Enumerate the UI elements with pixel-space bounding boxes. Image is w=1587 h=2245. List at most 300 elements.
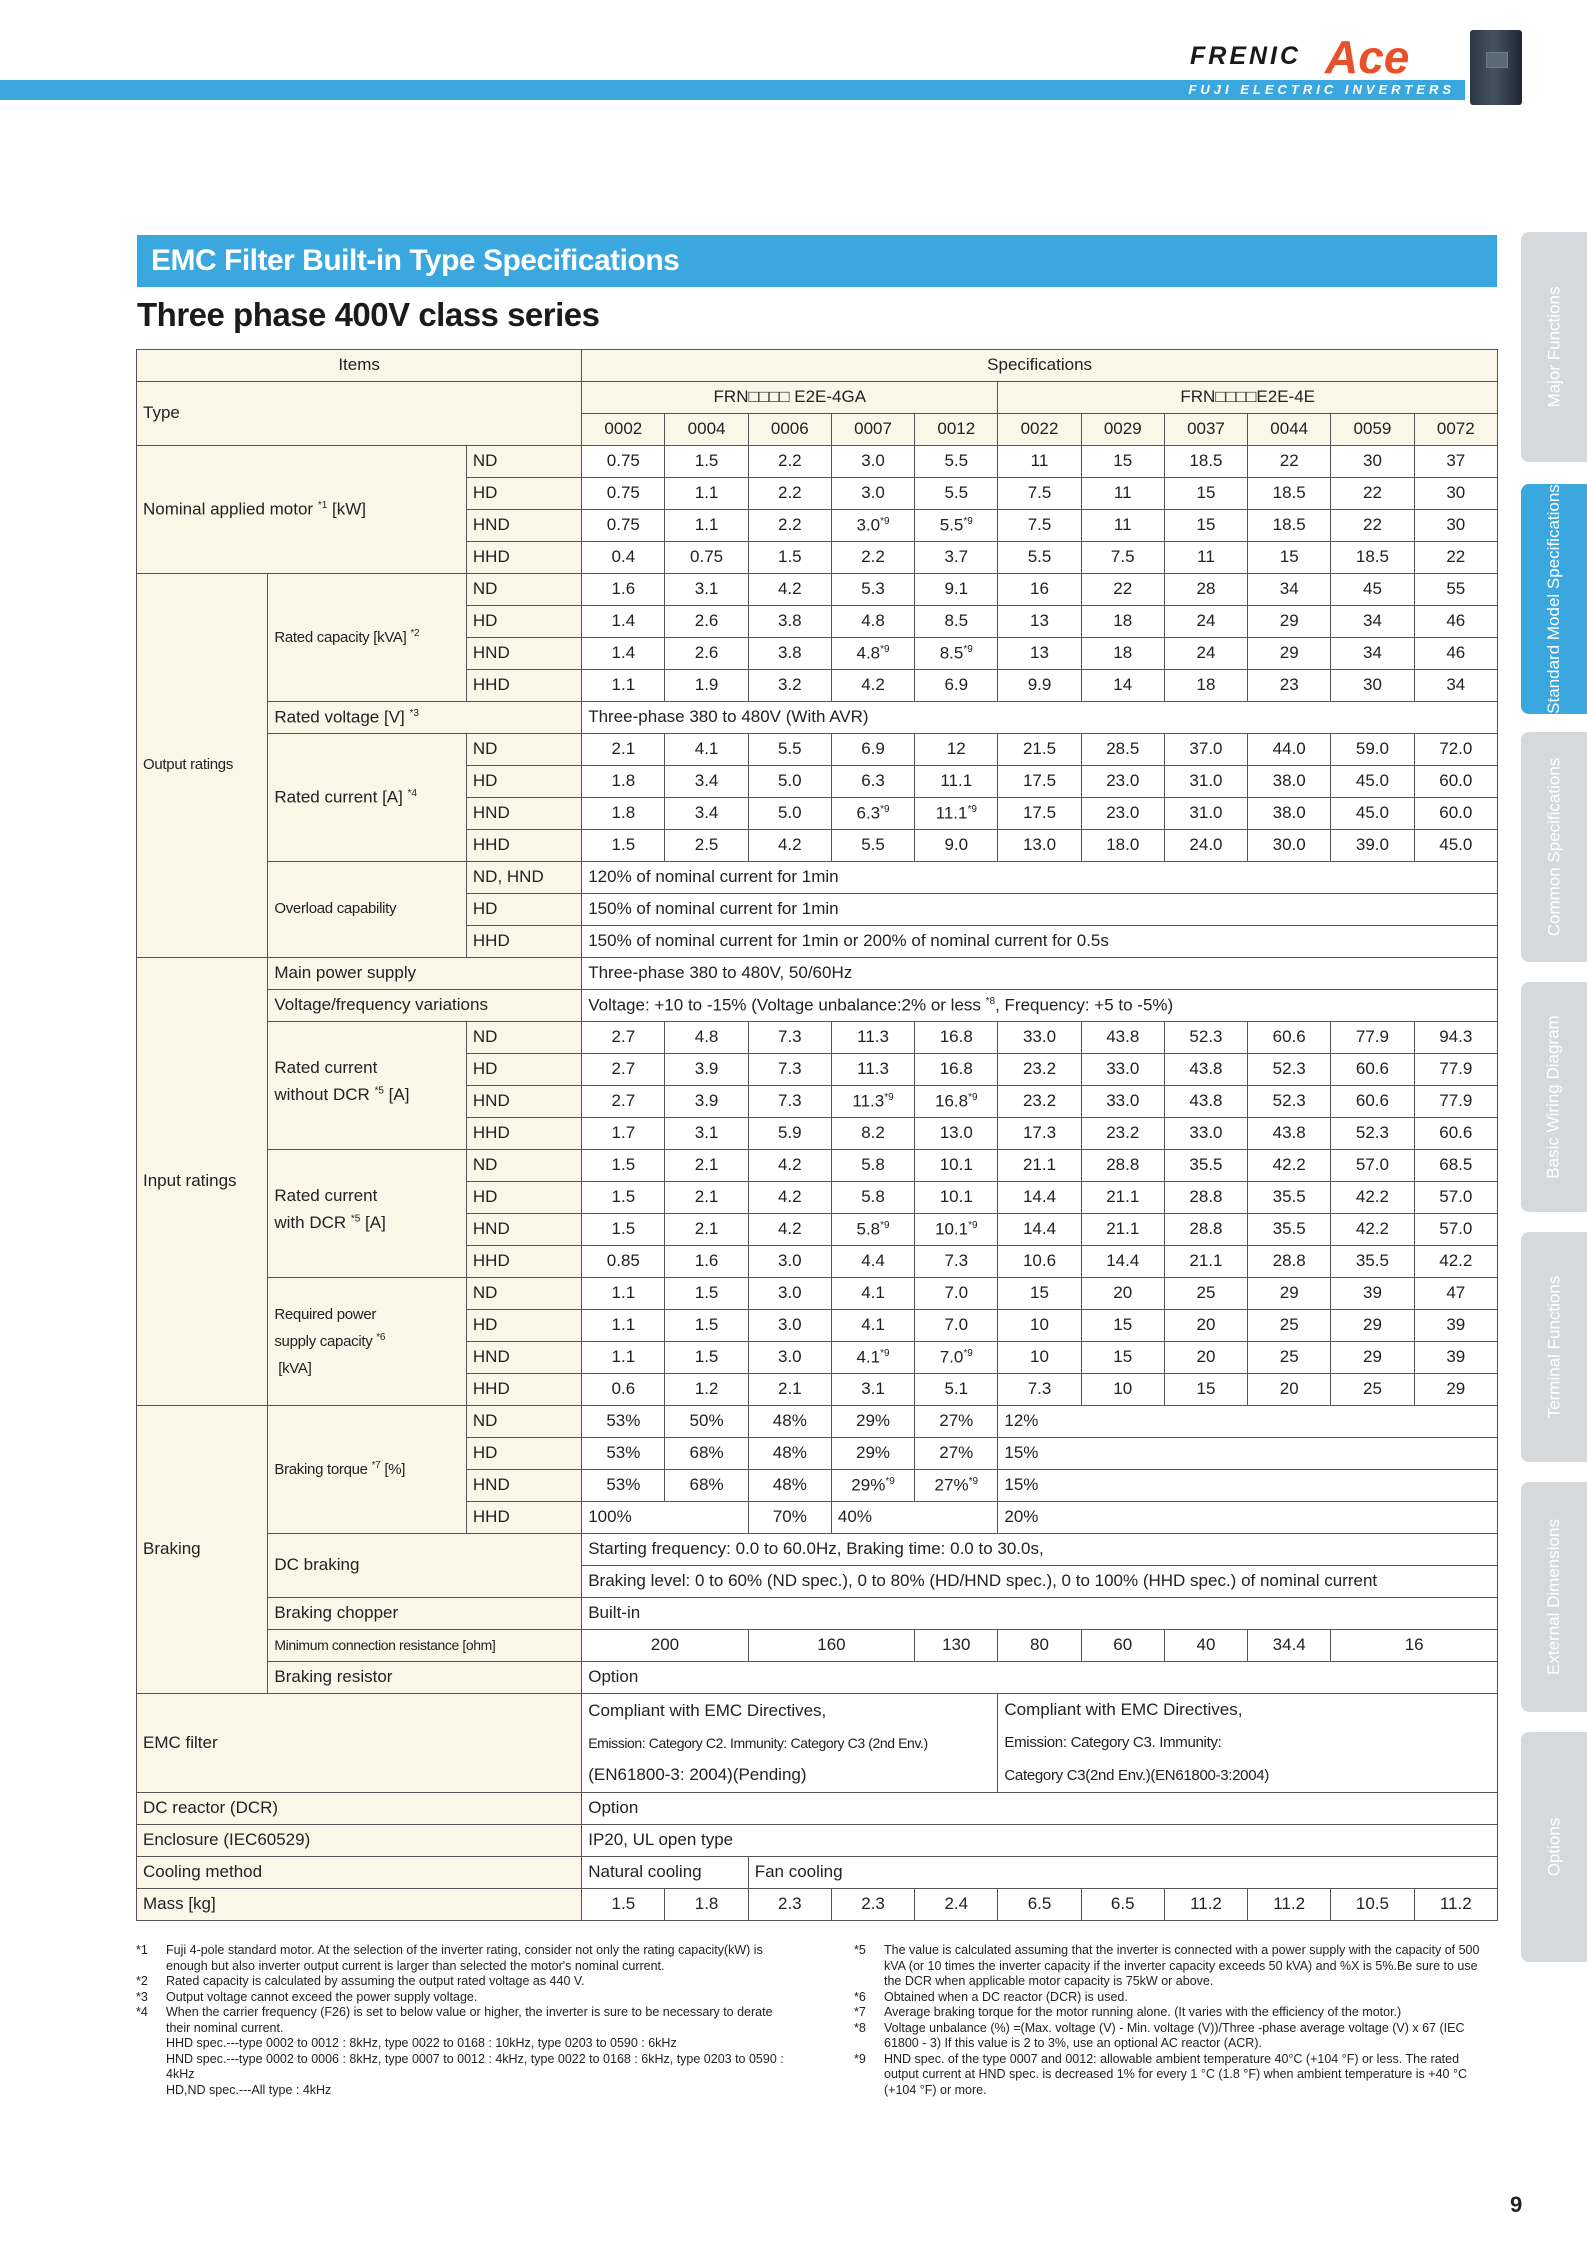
table-cell: 5.5 xyxy=(831,830,914,862)
rated-voltage-label: Rated voltage [V] $^{*3}$ xyxy=(268,702,582,734)
table-cell: 2.2 xyxy=(831,542,914,574)
table-cell: 47 xyxy=(1414,1278,1497,1310)
type-code: 0059 xyxy=(1331,414,1414,446)
mode-cell: ND, HND xyxy=(466,862,581,894)
table-cell: 9.0 xyxy=(915,830,998,862)
table-cell: 28.5 xyxy=(1081,734,1164,766)
mode-cell: HND xyxy=(466,1342,581,1374)
table-row xyxy=(137,1630,1498,1662)
table-cell: 31.0 xyxy=(1164,766,1247,798)
table-cell: 1.2 xyxy=(665,1374,748,1406)
type-code: 0007 xyxy=(831,414,914,446)
type-code: 0029 xyxy=(1081,414,1164,446)
table-cell: 2.7 xyxy=(582,1086,665,1118)
table-cell: 13 xyxy=(998,606,1081,638)
table-cell: 21.5 xyxy=(998,734,1081,766)
table-cell: 3.0 xyxy=(831,478,914,510)
table-cell: 17.3 xyxy=(998,1118,1081,1150)
table-cell: 43.8 xyxy=(1164,1086,1247,1118)
table-cell: 46 xyxy=(1414,606,1497,638)
table-cell: 3.0 xyxy=(831,446,914,478)
table-cell: 14.4 xyxy=(1081,1246,1164,1278)
table-cell: 5.5 xyxy=(915,478,998,510)
cooling-label: Cooling method xyxy=(137,1857,582,1889)
tab-external-dimensions[interactable] xyxy=(1521,1482,1587,1712)
main-power-value: Three-phase 380 to 480V, 50/60Hz xyxy=(582,958,1498,990)
table-cell: 39 xyxy=(1331,1278,1414,1310)
table-cell: 72.0 xyxy=(1414,734,1497,766)
overload-value: 120% of nominal current for 1min xyxy=(582,862,1498,894)
mode-cell: ND xyxy=(466,574,581,606)
table-cell: 22 xyxy=(1414,542,1497,574)
table-row xyxy=(137,862,1498,894)
braking-resistor-label: Braking resistor xyxy=(268,1662,582,1694)
table-cell: 53% xyxy=(582,1470,665,1502)
table-cell: 13.0 xyxy=(998,830,1081,862)
table-cell: 43.8 xyxy=(1081,1022,1164,1054)
nominal-motor-label: Nominal applied motor $^{*1}$ [kW] xyxy=(137,446,467,574)
table-row xyxy=(137,1825,1498,1857)
table-cell: 11 xyxy=(1164,542,1247,574)
mass-cell: 6.5 xyxy=(998,1889,1081,1921)
brand-main: FRENIC xyxy=(1190,42,1302,70)
table-cell: 1.5 xyxy=(665,446,748,478)
min-resistance-label: Minimum connection resistance [ohm] xyxy=(268,1630,582,1662)
footnote: *9 HND spec. of the type 0007 and 0012: allowable ambient temperature 40°C (+104 °F) or less. The rated output current at HND spec. is decreased 1% for every 1 °C (1.8 °F) when ambient temperature is +40 °C (+104 °F) or more. xyxy=(854,2051,1467,2097)
table-cell: 1.1 xyxy=(665,510,748,542)
table-cell: 6.3$^{*9}$ xyxy=(831,798,914,830)
table-cell: 1.5 xyxy=(748,542,831,574)
table-cell: 34 xyxy=(1248,574,1331,606)
table-cell: 3.2 xyxy=(748,670,831,702)
table-cell: 11.3$^{*9}$ xyxy=(831,1086,914,1118)
rated-current-with-dcr-label: Rated current with DCR $^{*5}$ [A] xyxy=(268,1150,467,1278)
table-cell: 60.0 xyxy=(1414,766,1497,798)
mode-cell: HHD xyxy=(466,542,581,574)
table-cell: 14.4 xyxy=(998,1214,1081,1246)
type-code: 0012 xyxy=(915,414,998,446)
table-cell: 21.1 xyxy=(1164,1246,1247,1278)
table-row xyxy=(137,990,1498,1022)
table-cell: 68% xyxy=(665,1470,748,1502)
overload-value: 150% of nominal current for 1min xyxy=(582,894,1498,926)
type-e: FRN□□□□E2E-4E xyxy=(998,382,1498,414)
header-items: Items xyxy=(137,350,582,382)
table-cell: 42.2 xyxy=(1331,1182,1414,1214)
table-cell: 37.0 xyxy=(1164,734,1247,766)
table-cell: 40 xyxy=(1164,1630,1247,1662)
table-cell: 4.2 xyxy=(748,1150,831,1182)
table-cell: 2.2 xyxy=(748,510,831,542)
mode-cell: HD xyxy=(466,1438,581,1470)
table-cell: 16 xyxy=(1331,1630,1498,1662)
table-row xyxy=(137,734,1498,766)
table-cell: 52.3 xyxy=(1248,1054,1331,1086)
rated-voltage-value: Three-phase 380 to 480V (With AVR) xyxy=(582,702,1498,734)
table-cell: 52.3 xyxy=(1164,1022,1247,1054)
footnote: HND spec.---type 0002 to 0006 : 8kHz, type 0007 to 0012 : 4kHz, type 0022 to 0168 : 6kHz, type 0203 to 0590 : 4kHz xyxy=(166,2051,784,2081)
table-cell: 43.8 xyxy=(1164,1054,1247,1086)
table-cell: 18 xyxy=(1081,606,1164,638)
table-row xyxy=(137,1534,1498,1566)
table-row xyxy=(137,1598,1498,1630)
table-cell: 1.5 xyxy=(582,1182,665,1214)
table-cell: 35.5 xyxy=(1248,1182,1331,1214)
footnote: *4 When the carrier frequency (F26) is set to below value or higher, the inverter is sure to be necessary to derate their nominal current. xyxy=(136,2005,773,2035)
mode-cell: ND xyxy=(466,446,581,478)
table-cell: 35.5 xyxy=(1248,1214,1331,1246)
table-cell: 11.3 xyxy=(831,1022,914,1054)
table-row xyxy=(137,1857,1498,1889)
table-cell: 0.75 xyxy=(665,542,748,574)
table-cell: 5.8 xyxy=(831,1182,914,1214)
mode-cell: HD xyxy=(466,606,581,638)
table-cell: 44.0 xyxy=(1248,734,1331,766)
table-cell: 1.9 xyxy=(665,670,748,702)
table-cell: 52.3 xyxy=(1331,1118,1414,1150)
table-cell: 10.1$^{*9}$ xyxy=(915,1214,998,1246)
table-cell: 6.9 xyxy=(831,734,914,766)
brand-sub: FUJI ELECTRIC INVERTERS xyxy=(1188,82,1455,97)
table-cell: 22 xyxy=(1331,478,1414,510)
table-cell: 4.2 xyxy=(831,670,914,702)
mode-cell: HHD xyxy=(466,830,581,862)
table-row xyxy=(137,574,1498,606)
table-row xyxy=(137,1022,1498,1054)
dcr-label: DC reactor (DCR) xyxy=(137,1793,582,1825)
table-cell: 5.3 xyxy=(831,574,914,606)
table-cell: 18.5 xyxy=(1164,446,1247,478)
table-cell: 25 xyxy=(1248,1310,1331,1342)
type-code: 0002 xyxy=(582,414,665,446)
table-cell: 160 xyxy=(748,1630,914,1662)
table-cell: 1.1 xyxy=(582,1310,665,1342)
type-label: Type xyxy=(137,382,582,446)
table-cell: 21.1 xyxy=(1081,1214,1164,1246)
table-cell: 1.1 xyxy=(582,1342,665,1374)
table-cell: 100% xyxy=(582,1502,748,1534)
table-cell: 7.5 xyxy=(1081,542,1164,574)
table-cell: 39 xyxy=(1414,1342,1497,1374)
header-specifications: Specifications xyxy=(582,350,1498,382)
table-cell: 30 xyxy=(1414,510,1497,542)
table-cell: 60.6 xyxy=(1414,1118,1497,1150)
footnote: *5 The value is calculated assuming that the inverter is connected with a power supply with the capacity of 500 kVA (or 10 times the inverter capacity if the inverter capacity exceeds 50 kVA) and %X is 5%.Be sure to use the DCR when applicable motor capacity is 75kW or above. xyxy=(854,1943,1480,1988)
table-cell: 3.0 xyxy=(748,1310,831,1342)
table-cell: 14.4 xyxy=(998,1182,1081,1214)
table-cell: 4.2 xyxy=(748,574,831,606)
mode-cell: ND xyxy=(466,1406,581,1438)
table-cell: 4.1 xyxy=(831,1278,914,1310)
table-cell: 8.5$^{*9}$ xyxy=(915,638,998,670)
table-cell: 2.7 xyxy=(582,1022,665,1054)
table-cell: 55 xyxy=(1414,574,1497,606)
table-cell: 20% xyxy=(998,1502,1498,1534)
table-cell: 18 xyxy=(1164,670,1247,702)
table-cell: 5.9 xyxy=(748,1118,831,1150)
table-row xyxy=(137,1793,1498,1825)
mode-cell: ND xyxy=(466,734,581,766)
rated-current-label: Rated current [A] $^{*4}$ xyxy=(268,734,467,862)
table-cell: 48% xyxy=(748,1438,831,1470)
table-cell: 1.7 xyxy=(582,1118,665,1150)
table-cell: 1.5 xyxy=(665,1310,748,1342)
rated-capacity-label: Rated capacity [kVA] $^{*2}$ xyxy=(268,574,467,702)
braking-resistor-value: Option xyxy=(582,1662,1498,1694)
variation-value: Voltage: +10 to -15% (Voltage unbalance:2% or less $^{*8}$, Frequency: +5 to -5%) xyxy=(582,990,1498,1022)
table-cell: 10 xyxy=(1081,1374,1164,1406)
table-cell: 1.1 xyxy=(582,1278,665,1310)
table-cell: 25 xyxy=(1331,1374,1414,1406)
tab-label: Major Functions xyxy=(1544,286,1563,408)
table-cell: 5.1 xyxy=(915,1374,998,1406)
table-cell: 77.9 xyxy=(1331,1022,1414,1054)
table-cell: 34 xyxy=(1414,670,1497,702)
mode-cell: HD xyxy=(466,894,581,926)
type-code: 0022 xyxy=(998,414,1081,446)
table-cell: 15 xyxy=(998,1278,1081,1310)
table-cell: 2.1 xyxy=(665,1182,748,1214)
mode-cell: ND xyxy=(466,1278,581,1310)
table-cell: 3.8 xyxy=(748,606,831,638)
tab-major-functions[interactable] xyxy=(1521,232,1587,462)
table-cell: 28.8 xyxy=(1164,1182,1247,1214)
footnote: *2 Rated capacity is calculated by assuming the output rated voltage as 440 V. xyxy=(136,1974,585,1988)
table-cell: 10.1 xyxy=(915,1150,998,1182)
footnote: *8 Voltage unbalance (%) =(Max. voltage (V) - Min. voltage (V))/Three -phase average voltage (V) x 67 (IEC 61800 - 3) If this value is 2 to 3%, use an optional AC reactor (ACR). xyxy=(854,2020,1465,2050)
tab-label: Standard Model Specifications xyxy=(1544,484,1564,714)
footnotes-left xyxy=(136,1943,796,2098)
table-cell: 42.2 xyxy=(1414,1246,1497,1278)
table-cell: 3.4 xyxy=(665,798,748,830)
table-cell: 11.1$^{*9}$ xyxy=(915,798,998,830)
table-cell: 7.5 xyxy=(998,510,1081,542)
table-cell: 48% xyxy=(748,1406,831,1438)
table-cell: 0.6 xyxy=(582,1374,665,1406)
table-cell: 6.9 xyxy=(915,670,998,702)
table-cell: 4.1$^{*9}$ xyxy=(831,1342,914,1374)
table-cell: 20 xyxy=(1081,1278,1164,1310)
table-cell: 130 xyxy=(915,1630,998,1662)
table-cell: 28.8 xyxy=(1081,1150,1164,1182)
table-cell: 38.0 xyxy=(1248,766,1331,798)
dc-braking-line1: Starting frequency: 0.0 to 60.0Hz, Braking time: 0.0 to 30.0s, xyxy=(582,1534,1498,1566)
table-cell: 6.3 xyxy=(831,766,914,798)
table-cell: 45.0 xyxy=(1331,798,1414,830)
table-cell: 23 xyxy=(1248,670,1331,702)
tab-basic-wiring-diagram[interactable] xyxy=(1521,982,1587,1212)
table-cell: 18.5 xyxy=(1331,542,1414,574)
table-cell: 3.0 xyxy=(748,1278,831,1310)
table-cell: 200 xyxy=(582,1630,748,1662)
table-cell: 7.0 xyxy=(915,1278,998,1310)
table-cell: 68.5 xyxy=(1414,1150,1497,1182)
tab-common-specifications[interactable] xyxy=(1521,732,1587,962)
table-cell: 16 xyxy=(998,574,1081,606)
tab-label: Terminal Functions xyxy=(1544,1275,1564,1419)
table-cell: 2.6 xyxy=(665,606,748,638)
table-cell: 16.8 xyxy=(915,1022,998,1054)
table-cell: 18 xyxy=(1081,638,1164,670)
overload-value: 150% of nominal current for 1min or 200% of nominal current for 0.5s xyxy=(582,926,1498,958)
table-cell: 28.8 xyxy=(1164,1214,1247,1246)
rated-current-without-dcr-label: Rated current without DCR $^{*5}$ [A] xyxy=(268,1022,467,1150)
table-cell: 39.0 xyxy=(1331,830,1414,862)
table-cell: 9.9 xyxy=(998,670,1081,702)
table-cell: 59.0 xyxy=(1331,734,1414,766)
mode-cell: HD xyxy=(466,1054,581,1086)
table-cell: 4.1 xyxy=(831,1310,914,1342)
table-cell: 53% xyxy=(582,1406,665,1438)
table-cell: 68% xyxy=(665,1438,748,1470)
table-cell: 16.8 xyxy=(915,1054,998,1086)
table-cell: 1.8 xyxy=(582,766,665,798)
table-cell: 29 xyxy=(1414,1374,1497,1406)
table-cell: 1.6 xyxy=(582,574,665,606)
table-cell: 15 xyxy=(1164,1374,1247,1406)
table-cell: 21.1 xyxy=(998,1150,1081,1182)
mass-cell: 10.5 xyxy=(1331,1889,1414,1921)
tab-label: Common Specifications xyxy=(1544,757,1564,937)
table-cell: 8.2 xyxy=(831,1118,914,1150)
enclosure-value: IP20, UL open type xyxy=(582,1825,1498,1857)
table-cell: 77.9 xyxy=(1414,1054,1497,1086)
dcr-value: Option xyxy=(582,1793,1498,1825)
table-row xyxy=(137,1278,1498,1310)
tab-label: Basic Wiring Diagram xyxy=(1544,1015,1563,1179)
mode-cell: HD xyxy=(466,766,581,798)
table-cell: 29 xyxy=(1248,606,1331,638)
table-cell: 22 xyxy=(1248,446,1331,478)
mass-cell: 11.2 xyxy=(1414,1889,1497,1921)
table-cell: 29% xyxy=(831,1406,914,1438)
emc-filter-ga: Compliant with EMC Directives, Emission: Category C2. Immunity: Category C3 (2nd Env.) (EN61800-3: 2004)(Pending) xyxy=(582,1694,998,1793)
table-cell: 3.1 xyxy=(665,1118,748,1150)
tab-options[interactable] xyxy=(1521,1732,1587,1962)
table-cell: 34.4 xyxy=(1248,1630,1331,1662)
braking-chopper-value: Built-in xyxy=(582,1598,1498,1630)
table-cell: 2.1 xyxy=(665,1150,748,1182)
variation-label: Voltage/frequency variations xyxy=(268,990,582,1022)
table-cell: 33.0 xyxy=(1164,1118,1247,1150)
table-cell: 0.4 xyxy=(582,542,665,574)
table-cell: 27%$^{*9}$ xyxy=(915,1470,998,1502)
table-cell: 17.5 xyxy=(998,766,1081,798)
tab-label: External Dimensions xyxy=(1544,1519,1563,1675)
table-cell: 24 xyxy=(1164,606,1247,638)
table-cell: 3.4 xyxy=(665,766,748,798)
table-cell: 43.8 xyxy=(1248,1118,1331,1150)
footnote: *3 Output voltage cannot exceed the power supply voltage. xyxy=(136,1989,478,2004)
table-cell: 30 xyxy=(1331,446,1414,478)
tab-terminal-functions[interactable] xyxy=(1521,1232,1587,1462)
table-cell: 52.3 xyxy=(1248,1086,1331,1118)
table-cell: 8.5 xyxy=(915,606,998,638)
table-cell: 60.0 xyxy=(1414,798,1497,830)
mode-cell: HND xyxy=(466,1214,581,1246)
table-cell: 42.2 xyxy=(1248,1150,1331,1182)
table-cell: 23.2 xyxy=(998,1086,1081,1118)
tab-standard-model-specifications[interactable] xyxy=(1521,484,1587,714)
table-cell: 7.3 xyxy=(748,1054,831,1086)
table-cell: 24.0 xyxy=(1164,830,1247,862)
table-cell: 53% xyxy=(582,1438,665,1470)
table-cell: 2.7 xyxy=(582,1054,665,1086)
table-cell: 48% xyxy=(748,1470,831,1502)
table-cell: 31.0 xyxy=(1164,798,1247,830)
mode-cell: HND xyxy=(466,510,581,542)
table-cell: 42.2 xyxy=(1331,1214,1414,1246)
table-cell: 15 xyxy=(1081,1310,1164,1342)
table-cell: 30 xyxy=(1414,478,1497,510)
mass-cell: 2.3 xyxy=(748,1889,831,1921)
table-cell: 12 xyxy=(915,734,998,766)
table-cell: 5.5$^{*9}$ xyxy=(915,510,998,542)
table-cell: 9.1 xyxy=(915,574,998,606)
table-cell: 3.7 xyxy=(915,542,998,574)
mode-cell: HHD xyxy=(466,926,581,958)
table-cell: 17.5 xyxy=(998,798,1081,830)
mode-cell: HND xyxy=(466,1470,581,1502)
table-cell: 29%$^{*9}$ xyxy=(831,1470,914,1502)
mode-cell: HND xyxy=(466,638,581,670)
table-cell: 7.5 xyxy=(998,478,1081,510)
table-cell: 29 xyxy=(1331,1342,1414,1374)
table-cell: 50% xyxy=(665,1406,748,1438)
table-cell: 1.5 xyxy=(665,1342,748,1374)
required-power-label: Required power supply capacity $^{*6}$ [kVA] xyxy=(268,1278,467,1406)
table-cell: 1.1 xyxy=(582,670,665,702)
mode-cell: ND xyxy=(466,1022,581,1054)
table-cell: 23.2 xyxy=(1081,1118,1164,1150)
table-cell: 4.2 xyxy=(748,830,831,862)
table-cell: 94.3 xyxy=(1414,1022,1497,1054)
table-row xyxy=(137,1150,1498,1182)
table-cell: 1.4 xyxy=(582,638,665,670)
footnote: *1 Fuji 4-pole standard motor. At the selection of the inverter rating, consider not only the rating capacity(kW) is enough but also inverter output current is larger than selected the motor's nominal current. xyxy=(136,1943,763,1973)
table-cell: 15 xyxy=(1081,1342,1164,1374)
table-cell: 11.3 xyxy=(831,1054,914,1086)
table-cell: 16.8$^{*9}$ xyxy=(915,1086,998,1118)
table-cell: 18.5 xyxy=(1248,478,1331,510)
table-cell: 7.3 xyxy=(998,1374,1081,1406)
table-cell: 30.0 xyxy=(1248,830,1331,862)
table-cell: 33.0 xyxy=(998,1022,1081,1054)
footnote: HHD spec.---type 0002 to 0012 : 8kHz, type 0022 to 0168 : 10kHz, type 0203 to 0590 : 6kHz xyxy=(166,2036,677,2050)
table-cell: 60.6 xyxy=(1331,1086,1414,1118)
mode-cell: HD xyxy=(466,1310,581,1342)
type-code: 0004 xyxy=(665,414,748,446)
mode-cell: HHD xyxy=(466,1118,581,1150)
table-cell: 5.0 xyxy=(748,798,831,830)
mass-cell: 11.2 xyxy=(1248,1889,1331,1921)
page-subtitle: Three phase 400V class series xyxy=(137,296,600,333)
table-cell: 45.0 xyxy=(1331,766,1414,798)
mode-cell: ND xyxy=(466,1150,581,1182)
table-cell: 2.2 xyxy=(748,478,831,510)
table-row xyxy=(137,958,1498,990)
mass-cell: 2.4 xyxy=(915,1889,998,1921)
table-cell: 14 xyxy=(1081,670,1164,702)
table-cell: 57.0 xyxy=(1331,1150,1414,1182)
table-row xyxy=(137,1662,1498,1694)
table-cell: 35.5 xyxy=(1164,1150,1247,1182)
table-cell: 1.5 xyxy=(582,1214,665,1246)
table-cell: 1.6 xyxy=(665,1246,748,1278)
table-cell: 2.5 xyxy=(665,830,748,862)
table-cell: 60 xyxy=(1081,1630,1164,1662)
table-cell: 25 xyxy=(1164,1278,1247,1310)
